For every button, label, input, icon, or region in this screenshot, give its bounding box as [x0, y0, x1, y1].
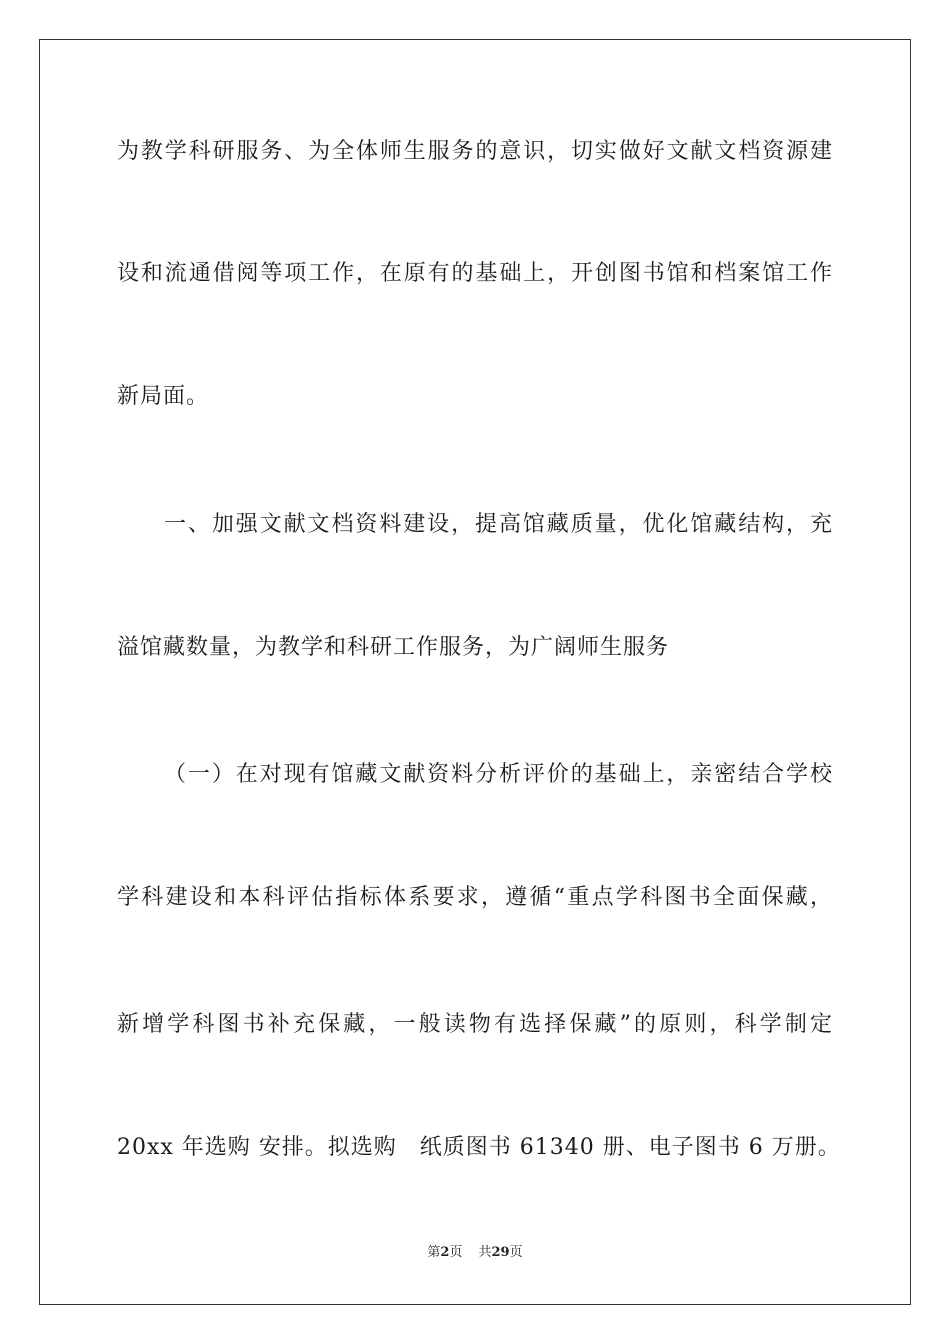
footer-total-unit: 页 [509, 1245, 523, 1260]
section-heading-line-2: 溢馆藏数量，为教学和科研工作服务，为广阔师生服务 [117, 635, 670, 660]
body-line-2: 设和流通借阅等项工作，在原有的基础上，开创图书馆和档案馆工作 [117, 261, 833, 286]
page-footer [0, 1244, 950, 1262]
body-line-8: 新增学科图书补充保藏，一般读物有选择保藏”的原则，科学制定 [117, 1012, 833, 1037]
footer-page-total: 29 [491, 1245, 510, 1260]
body-line-7: 学科建设和本科评估指标体系要求，遵循“重点学科图书全面保藏， [117, 885, 833, 910]
body-line-6: （一）在对现有馆藏文献资料分析评价的基础上，亲密结合学校 [164, 762, 833, 787]
footer-total-prefix: 共 [478, 1245, 492, 1260]
body-line-3: 新局面。 [117, 384, 210, 409]
body-line-9: 20xx 年选购 安排。拟选购 纸质图书 61340 册、电子图书 6 万册。 [117, 1135, 841, 1160]
footer-page-current: 2 [440, 1245, 450, 1260]
footer-page-prefix: 第 [427, 1245, 441, 1260]
body-line-1: 为教学科研服务、为全体师生服务的意识，切实做好文献文档资源建 [117, 139, 833, 164]
section-heading-line-1: 一、加强文献文档资料建设，提高馆藏质量，优化馆藏结构，充 [164, 512, 833, 537]
footer-page-unit: 页 [449, 1245, 463, 1260]
page-border [39, 39, 911, 1305]
